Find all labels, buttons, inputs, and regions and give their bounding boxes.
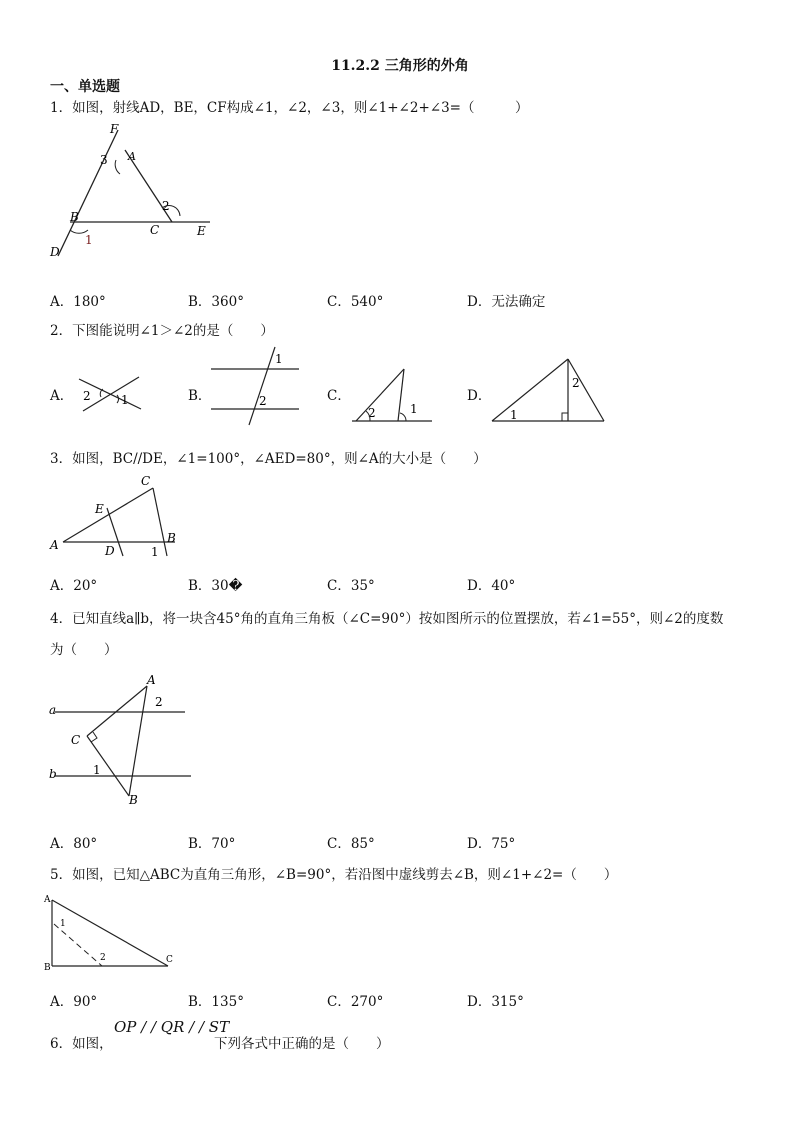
label-2: 2	[572, 376, 580, 390]
q2-figure-b	[205, 345, 305, 430]
question-2-stem: 2．下图能说明∠1＞∠2的是（ ）	[50, 323, 274, 339]
label-1: 1	[60, 919, 66, 929]
label-2: 2	[155, 695, 163, 709]
q4-option-b: B．70°	[188, 836, 236, 852]
q4-option-a: A．80°	[50, 836, 98, 852]
label-c: C	[141, 474, 151, 488]
question-1-figure	[40, 118, 220, 263]
label-b: B	[167, 531, 176, 545]
label-c: C	[166, 955, 173, 965]
label-1: 1	[85, 233, 93, 247]
q2-option-c: C．	[327, 388, 351, 404]
label-d: D	[50, 245, 60, 259]
label-3: 3	[100, 153, 108, 167]
arc-3	[115, 160, 120, 174]
label-e: E	[197, 224, 206, 238]
q5-option-c: C．270°	[327, 994, 384, 1010]
label-2: 2	[83, 389, 91, 403]
label-a: A	[50, 538, 59, 552]
question-3-stem: 3．如图，BC//DE，∠1=100°，∠AED=80°，则∠A的大小是（ ）	[50, 451, 487, 467]
label-c: C	[150, 223, 160, 237]
question-1-stem: 1．如图，射线AD，BE，CF构成∠1，∠2，∠3，则∠1+∠2+∠3=（ ）	[50, 100, 529, 116]
label-line-a: a	[49, 703, 57, 717]
q3-option-b: B．30�	[188, 578, 243, 594]
label-b: B	[44, 963, 51, 973]
q1-option-a: A．180°	[50, 294, 106, 310]
label-line-b: b	[49, 767, 57, 781]
question-4-figure	[45, 672, 195, 812]
label-1: 1	[121, 393, 129, 407]
q4-option-c: C．85°	[327, 836, 375, 852]
q3-option-a: A．20°	[50, 578, 98, 594]
question-4-stem-line1: 4．已知直线a∥b，将一块含45°角的直角三角板（∠C=90°）按如图所示的位置摆放，若∠1=55°，则∠2的度数	[50, 611, 724, 627]
label-2: 2	[368, 406, 376, 420]
label-2: 2	[100, 953, 106, 963]
question-4-stem-line2: 为（ ）	[50, 642, 118, 658]
label-a: A	[44, 895, 51, 905]
label-2: 2	[162, 199, 170, 213]
label-b-vertex: B	[129, 793, 138, 807]
question-6-prefix: 6．如图，	[50, 1036, 113, 1052]
label-f: F	[110, 122, 119, 136]
q2-option-d: D．	[467, 388, 492, 404]
q1-option-b: B．360°	[188, 294, 244, 310]
q4-option-d: D．75°	[467, 836, 516, 852]
question-3-figure	[45, 470, 185, 565]
page-title: 11.2.2 三角形的外角	[331, 58, 469, 74]
label-a-vertex: A	[147, 673, 156, 687]
label-1: 1	[275, 352, 283, 366]
label-c: C	[71, 733, 81, 747]
question-5-figure	[40, 890, 180, 975]
label-1: 1	[93, 763, 101, 777]
question-6-formula: OP / / QR / / ST	[114, 1018, 230, 1036]
q1-option-c: C．540°	[327, 294, 384, 310]
label-b: B	[70, 210, 79, 224]
q1-option-d: D．无法确定	[467, 294, 546, 310]
q3-option-d: D．40°	[467, 578, 516, 594]
q3-option-c: C．35°	[327, 578, 375, 594]
q5-option-b: B．135°	[188, 994, 244, 1010]
label-d: D	[105, 544, 115, 558]
q5-option-d: D．315°	[467, 994, 524, 1010]
q2-option-a: A．	[50, 388, 74, 404]
label-e: E	[95, 502, 104, 516]
label-1: 1	[410, 402, 418, 416]
q2-figure-a	[75, 365, 145, 415]
q2-figure-d	[490, 355, 610, 427]
q2-figure-c	[350, 365, 435, 425]
label-a: A	[128, 150, 136, 163]
label-1: 1	[151, 545, 159, 559]
label-2: 2	[259, 394, 267, 408]
q2-option-b: B．	[188, 388, 212, 404]
section-heading: 一、单选题	[50, 79, 120, 95]
q5-option-a: A．90°	[50, 994, 98, 1010]
label-1: 1	[510, 408, 518, 422]
question-6-suffix: 下列各式中正确的是（ ）	[214, 1036, 390, 1052]
question-5-stem: 5．如图，已知△ABC为直角三角形，∠B=90°，若沿图中虚线剪去∠B，则∠1+∠2=（ ）	[50, 867, 618, 883]
